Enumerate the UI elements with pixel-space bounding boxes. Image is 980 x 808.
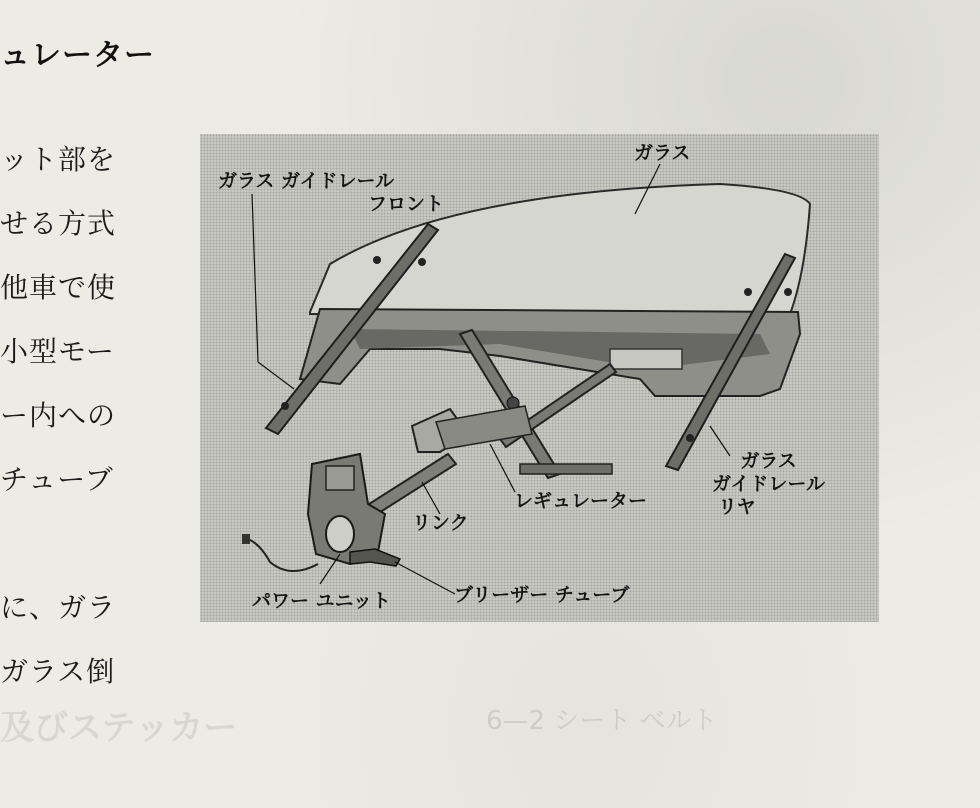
power-wire [248, 539, 318, 571]
body-line: ガラス倒 [0, 655, 116, 688]
body-line: 他車で使 [0, 271, 117, 304]
body-line: に、ガラ [0, 591, 117, 624]
label-rear-guide-rail-line2: ガイドレール [712, 473, 826, 495]
label-front-guide-rail [218, 170, 444, 216]
bleed-through-section-title: 6—2 シート ベルト [486, 706, 718, 736]
window-regulator-figure [200, 134, 879, 622]
body-line: せる方式 [0, 207, 117, 240]
bleed-through-text: 及びステッカー [0, 708, 238, 748]
label-front-guide-rail-line2: フロント [368, 193, 445, 215]
label-rear-guide-rail-line3: リヤ [718, 496, 756, 518]
body-line: チューブ [0, 463, 114, 496]
body-line: 小型モー [0, 335, 115, 368]
label-glass: ガラス [634, 142, 691, 164]
body-line: ット部を [0, 143, 117, 176]
label-breather-tube: ブリーザー チューブ [454, 584, 630, 606]
link-bar [366, 454, 456, 516]
label-front-guide-rail-line1: ガラス ガイドレール [218, 170, 395, 192]
label-regulator: レギュレーター [514, 490, 648, 512]
label-link: リンク [412, 512, 469, 534]
door-cutout [610, 349, 682, 369]
regulator-bar [520, 464, 612, 474]
wire-connector [242, 534, 250, 544]
body-line: ー内への [0, 399, 117, 432]
label-power-unit: パワー ユニット [252, 590, 391, 612]
breather-tube [350, 549, 400, 566]
label-rear-guide-rail [712, 450, 825, 519]
label-rear-guide-rail-line1: ガラス [740, 450, 797, 472]
motor-gear [326, 516, 354, 552]
section-heading: ュレーター [0, 38, 155, 73]
